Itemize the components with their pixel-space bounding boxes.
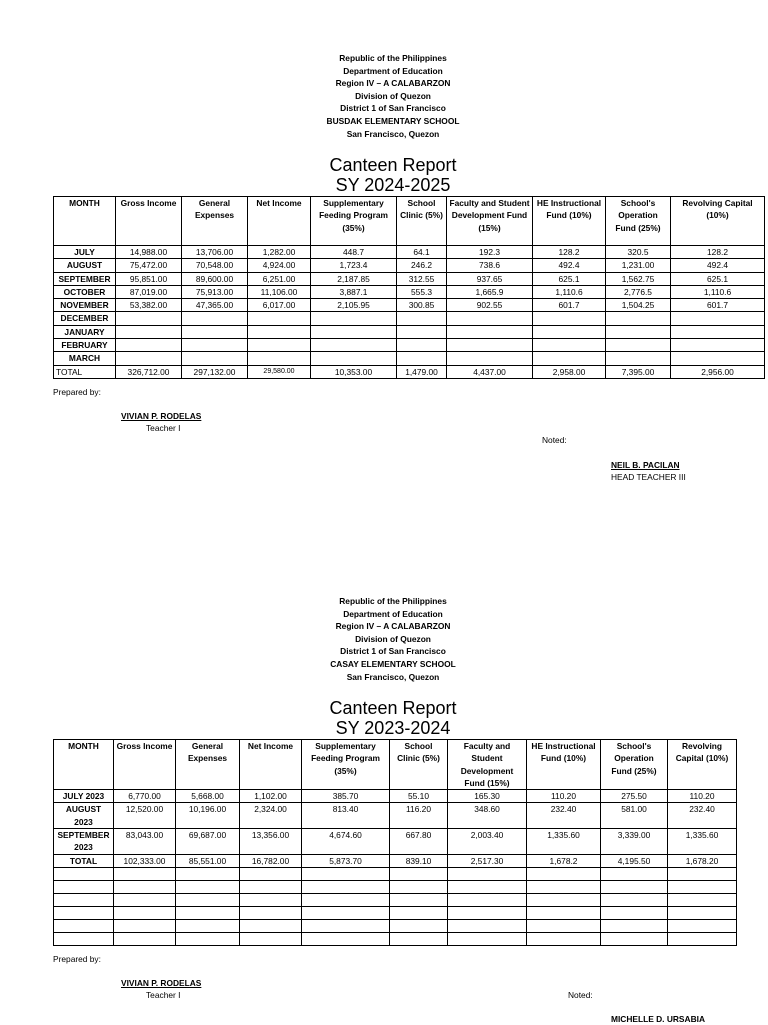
table-cell: 13,706.00 <box>182 246 248 259</box>
report2-header <box>0 595 768 683</box>
total-cell: 1,678.2 <box>527 854 601 867</box>
table-row <box>54 829 737 855</box>
report2-table <box>53 739 737 946</box>
column-header: Gross Income <box>114 740 176 790</box>
table-cell <box>390 919 448 932</box>
table-cell <box>448 880 527 893</box>
preparer-name: VIVIAN P. RODELAS <box>121 978 202 988</box>
table-cell <box>397 325 447 338</box>
total-cell: 326,712.00 <box>116 365 182 378</box>
table-cell <box>447 312 533 325</box>
table-cell <box>390 867 448 880</box>
preparer-name: VIVIAN P. RODELAS <box>121 411 202 421</box>
table-cell: 1,102.00 <box>240 790 302 803</box>
table-cell: 3,887.1 <box>311 285 397 298</box>
table-cell <box>311 325 397 338</box>
table-cell: 87,019.00 <box>116 285 182 298</box>
table-cell <box>671 312 765 325</box>
column-header: HE Instructional Fund (10%) <box>533 197 606 246</box>
column-header: General Expenses <box>182 197 248 246</box>
table-cell <box>533 312 606 325</box>
table-cell: 738.6 <box>447 259 533 272</box>
table-cell: 5,668.00 <box>176 790 240 803</box>
noter-name: MICHELLE D. URSABIA <box>611 1014 705 1024</box>
table-cell <box>447 325 533 338</box>
table-cell <box>302 893 390 906</box>
empty-row <box>54 893 737 906</box>
table-row <box>54 339 765 352</box>
table-cell: 4,674.60 <box>302 829 390 855</box>
table-cell <box>54 919 114 932</box>
table-cell: 1,665.9 <box>447 285 533 298</box>
column-header: HE Instructional Fund (10%) <box>527 740 601 790</box>
table-row <box>54 246 765 259</box>
header-line: BUSDAK ELEMENTARY SCHOOL <box>326 115 460 126</box>
table-cell <box>390 880 448 893</box>
table-cell <box>248 312 311 325</box>
column-header: Supplementary Feeding Program (35%) <box>302 740 390 790</box>
table-cell <box>447 339 533 352</box>
month-cell: JANUARY <box>54 325 116 338</box>
table-cell <box>390 932 448 945</box>
column-header: School Clinic (5%) <box>397 197 447 246</box>
table-cell: 1,562.75 <box>606 272 671 285</box>
column-header: School's Operation Fund (25%) <box>606 197 671 246</box>
table-cell: 10,196.00 <box>176 803 240 829</box>
table-row <box>54 352 765 365</box>
table-cell <box>527 893 601 906</box>
table-cell <box>397 339 447 352</box>
table-cell: 300.85 <box>397 299 447 312</box>
table-cell <box>114 867 176 880</box>
table-cell <box>240 867 302 880</box>
total-cell: 102,333.00 <box>114 854 176 867</box>
report1-table <box>53 196 765 379</box>
column-header: General Expenses <box>176 740 240 790</box>
table-row <box>54 285 765 298</box>
month-cell: SEPTEMBER 2023 <box>54 829 114 855</box>
table-cell: 1,110.6 <box>671 285 765 298</box>
header-line: Division of Quezon <box>355 90 431 101</box>
header-line: San Francisco, Quezon <box>346 671 440 682</box>
table-cell <box>527 932 601 945</box>
table-cell <box>116 352 182 365</box>
table-cell <box>302 932 390 945</box>
prepared-by-label: Prepared by: <box>53 954 101 964</box>
total-cell: 297,132.00 <box>182 365 248 378</box>
table-cell <box>176 919 240 932</box>
table-cell: 492.4 <box>533 259 606 272</box>
table-cell <box>176 880 240 893</box>
table-cell <box>311 352 397 365</box>
table-cell: 2,324.00 <box>240 803 302 829</box>
table-cell: 601.7 <box>671 299 765 312</box>
table-cell: 937.65 <box>447 272 533 285</box>
table-cell: 110.20 <box>668 790 737 803</box>
preparer-title: Teacher I <box>146 423 181 433</box>
table-cell <box>671 352 765 365</box>
table-cell <box>606 312 671 325</box>
month-cell: MARCH <box>54 352 116 365</box>
header-line: Republic of the Philippines <box>339 596 447 606</box>
table-cell: 385.70 <box>302 790 390 803</box>
table-cell <box>182 352 248 365</box>
table-cell <box>54 880 114 893</box>
table-cell <box>606 352 671 365</box>
table-cell: 14,988.00 <box>116 246 182 259</box>
table-cell: 116.20 <box>390 803 448 829</box>
header-line: San Francisco, Quezon <box>346 128 440 139</box>
month-cell: OCTOBER <box>54 285 116 298</box>
total-row <box>54 854 737 867</box>
table-cell: 69,687.00 <box>176 829 240 855</box>
total-cell: 839.10 <box>390 854 448 867</box>
table-cell <box>54 932 114 945</box>
table-row <box>54 803 737 829</box>
table-cell: 232.40 <box>668 803 737 829</box>
table-cell <box>240 880 302 893</box>
month-cell: AUGUST <box>54 259 116 272</box>
table-cell: 55.10 <box>390 790 448 803</box>
column-header: Revolving Capital (10%) <box>668 740 737 790</box>
table-cell <box>668 880 737 893</box>
table-cell: 192.3 <box>447 246 533 259</box>
month-cell: FEBRUARY <box>54 339 116 352</box>
table-cell: 75,472.00 <box>116 259 182 272</box>
table-cell <box>302 867 390 880</box>
header-line: District 1 of San Francisco <box>340 103 446 114</box>
column-header: School's Operation Fund (25%) <box>601 740 668 790</box>
table-cell <box>448 867 527 880</box>
table-cell <box>533 325 606 338</box>
table-cell <box>606 325 671 338</box>
total-cell: 1,678.20 <box>668 854 737 867</box>
table-cell <box>601 919 668 932</box>
total-label: TOTAL <box>54 854 114 867</box>
table-cell <box>114 906 176 919</box>
table-cell <box>448 906 527 919</box>
table-cell <box>533 352 606 365</box>
table-cell: 312.55 <box>397 272 447 285</box>
table-row <box>54 312 765 325</box>
table-cell: 1,282.00 <box>248 246 311 259</box>
empty-row <box>54 880 737 893</box>
table-cell: 11,106.00 <box>248 285 311 298</box>
table-cell: 6,770.00 <box>114 790 176 803</box>
table-cell: 902.55 <box>447 299 533 312</box>
table-header-row <box>54 740 737 790</box>
table-cell: 1,335.60 <box>668 829 737 855</box>
table-cell: 6,017.00 <box>248 299 311 312</box>
table-cell: 70,548.00 <box>182 259 248 272</box>
table-cell: 1,504.25 <box>606 299 671 312</box>
table-header-row <box>54 197 765 246</box>
header-line: CASAY ELEMENTARY SCHOOL <box>330 658 456 669</box>
table-cell: 1,723.4 <box>311 259 397 272</box>
noted-label: Noted: <box>568 990 593 1000</box>
table-cell: 2,776.5 <box>606 285 671 298</box>
table-cell <box>240 919 302 932</box>
table-cell <box>114 919 176 932</box>
table-cell <box>390 893 448 906</box>
header-line: Department of Education <box>343 65 443 76</box>
column-header: Gross Income <box>116 197 182 246</box>
table-cell <box>606 339 671 352</box>
report-title: Canteen Report <box>329 155 457 175</box>
report-title: Canteen Report <box>329 698 457 718</box>
table-cell <box>114 880 176 893</box>
table-cell <box>302 919 390 932</box>
prepared-by-label: Prepared by: <box>53 387 101 397</box>
column-header: Faculty and Student Development Fund (15%) <box>448 740 527 790</box>
table-cell <box>176 893 240 906</box>
table-cell: 2,187.85 <box>311 272 397 285</box>
table-cell: 12,520.00 <box>114 803 176 829</box>
column-header: Revolving Capital (10%) <box>671 197 765 246</box>
table-cell <box>116 312 182 325</box>
table-cell: 232.40 <box>527 803 601 829</box>
table-cell: 64.1 <box>397 246 447 259</box>
table-cell <box>176 932 240 945</box>
school-year: SY 2023-2024 <box>335 718 451 738</box>
table-cell: 448.7 <box>311 246 397 259</box>
total-cell: 2,956.00 <box>671 365 765 378</box>
table-cell <box>240 893 302 906</box>
table-cell <box>248 352 311 365</box>
table-cell <box>601 932 668 945</box>
total-cell: 4,437.00 <box>447 365 533 378</box>
table-cell: 128.2 <box>671 246 765 259</box>
table-cell: 320.5 <box>606 246 671 259</box>
table-cell <box>176 867 240 880</box>
noter-title: HEAD TEACHER III <box>611 472 686 482</box>
table-cell <box>671 325 765 338</box>
total-cell: 2,517.30 <box>448 854 527 867</box>
table-cell: 813.40 <box>302 803 390 829</box>
table-cell <box>671 339 765 352</box>
noter-name: NEIL B. PACILAN <box>611 460 680 470</box>
table-cell <box>448 932 527 945</box>
total-cell: 1,479.00 <box>397 365 447 378</box>
month-cell: AUGUST 2023 <box>54 803 114 829</box>
table-cell <box>240 906 302 919</box>
table-cell <box>302 880 390 893</box>
empty-row <box>54 932 737 945</box>
total-label: TOTAL <box>54 365 116 378</box>
table-cell <box>390 906 448 919</box>
table-cell <box>447 352 533 365</box>
report1-title-block <box>0 155 768 195</box>
table-cell: 2,003.40 <box>448 829 527 855</box>
table-cell: 2,105.95 <box>311 299 397 312</box>
school-year: SY 2024-2025 <box>335 175 451 195</box>
table-row <box>54 272 765 285</box>
table-cell: 348.60 <box>448 803 527 829</box>
column-header: Supplementary Feeding Program (35%) <box>311 197 397 246</box>
table-cell <box>182 325 248 338</box>
table-cell <box>182 312 248 325</box>
table-cell <box>533 339 606 352</box>
column-header: Net Income <box>240 740 302 790</box>
table-cell <box>176 906 240 919</box>
table-cell <box>668 906 737 919</box>
table-cell <box>54 906 114 919</box>
preparer-title: Teacher I <box>146 990 181 1000</box>
table-cell <box>114 932 176 945</box>
empty-row <box>54 906 737 919</box>
total-cell: 16,782.00 <box>240 854 302 867</box>
table-cell: 581.00 <box>601 803 668 829</box>
table-cell: 6,251.00 <box>248 272 311 285</box>
table-cell: 83,043.00 <box>114 829 176 855</box>
total-cell: 2,958.00 <box>533 365 606 378</box>
table-cell: 13,356.00 <box>240 829 302 855</box>
table-cell <box>114 893 176 906</box>
report2-title-block <box>0 698 768 738</box>
table-cell <box>311 312 397 325</box>
column-header: MONTH <box>54 197 116 246</box>
month-cell: JULY <box>54 246 116 259</box>
table-cell <box>527 867 601 880</box>
column-header: Net Income <box>248 197 311 246</box>
table-cell <box>116 339 182 352</box>
table-cell <box>668 867 737 880</box>
empty-row <box>54 867 737 880</box>
column-header: School Clinic (5%) <box>390 740 448 790</box>
month-cell: JULY 2023 <box>54 790 114 803</box>
table-cell: 75,913.00 <box>182 285 248 298</box>
table-cell: 601.7 <box>533 299 606 312</box>
month-cell: DECEMBER <box>54 312 116 325</box>
table-cell: 625.1 <box>671 272 765 285</box>
table-cell: 165.30 <box>448 790 527 803</box>
header-line: Department of Education <box>343 608 443 619</box>
noted-label: Noted: <box>542 435 567 445</box>
empty-row <box>54 919 737 932</box>
table-cell <box>668 893 737 906</box>
table-cell <box>302 906 390 919</box>
table-cell: 95,851.00 <box>116 272 182 285</box>
total-cell: 85,551.00 <box>176 854 240 867</box>
table-cell: 128.2 <box>533 246 606 259</box>
table-cell: 1,231.00 <box>606 259 671 272</box>
table-cell: 4,924.00 <box>248 259 311 272</box>
table-cell <box>397 312 447 325</box>
table-cell <box>668 919 737 932</box>
total-row <box>54 365 765 378</box>
report1-header <box>0 52 768 140</box>
column-header: Faculty and Student Development Fund (15%) <box>447 197 533 246</box>
table-cell: 1,110.6 <box>533 285 606 298</box>
table-cell <box>601 880 668 893</box>
table-cell: 275.50 <box>601 790 668 803</box>
table-cell <box>116 325 182 338</box>
total-cell: 5,873.70 <box>302 854 390 867</box>
total-cell: 7,395.00 <box>606 365 671 378</box>
table-cell <box>182 339 248 352</box>
table-cell <box>448 919 527 932</box>
header-line: District 1 of San Francisco <box>340 646 446 657</box>
total-cell: 10,353.00 <box>311 365 397 378</box>
table-cell: 246.2 <box>397 259 447 272</box>
header-line: Region IV – A CALABARZON <box>335 621 451 632</box>
table-cell <box>448 893 527 906</box>
table-cell <box>311 339 397 352</box>
table-row <box>54 790 737 803</box>
table-cell <box>54 893 114 906</box>
month-cell: SEPTEMBER <box>54 272 116 285</box>
total-cell: 4,195.50 <box>601 854 668 867</box>
table-row <box>54 259 765 272</box>
month-cell: NOVEMBER <box>54 299 116 312</box>
table-cell <box>248 325 311 338</box>
total-cell: 29,580.00 <box>248 365 311 378</box>
table-cell: 1,335.60 <box>527 829 601 855</box>
table-cell <box>601 906 668 919</box>
header-line: Region IV – A CALABARZON <box>335 78 451 89</box>
table-cell: 110.20 <box>527 790 601 803</box>
table-cell <box>527 880 601 893</box>
table-cell <box>668 932 737 945</box>
table-cell <box>248 339 311 352</box>
table-cell: 53,382.00 <box>116 299 182 312</box>
table-cell: 555.3 <box>397 285 447 298</box>
table-cell <box>601 893 668 906</box>
column-header: MONTH <box>54 740 114 790</box>
header-line: Republic of the Philippines <box>339 53 447 63</box>
table-cell: 47,365.00 <box>182 299 248 312</box>
table-cell: 492.4 <box>671 259 765 272</box>
header-line: Division of Quezon <box>355 633 431 644</box>
table-cell: 667.80 <box>390 829 448 855</box>
table-row <box>54 299 765 312</box>
table-cell <box>527 919 601 932</box>
table-cell <box>397 352 447 365</box>
table-cell: 89,600.00 <box>182 272 248 285</box>
table-cell <box>527 906 601 919</box>
table-cell: 3,339.00 <box>601 829 668 855</box>
table-row <box>54 325 765 338</box>
table-cell: 625.1 <box>533 272 606 285</box>
table-cell <box>240 932 302 945</box>
table-cell <box>54 867 114 880</box>
table-cell <box>601 867 668 880</box>
